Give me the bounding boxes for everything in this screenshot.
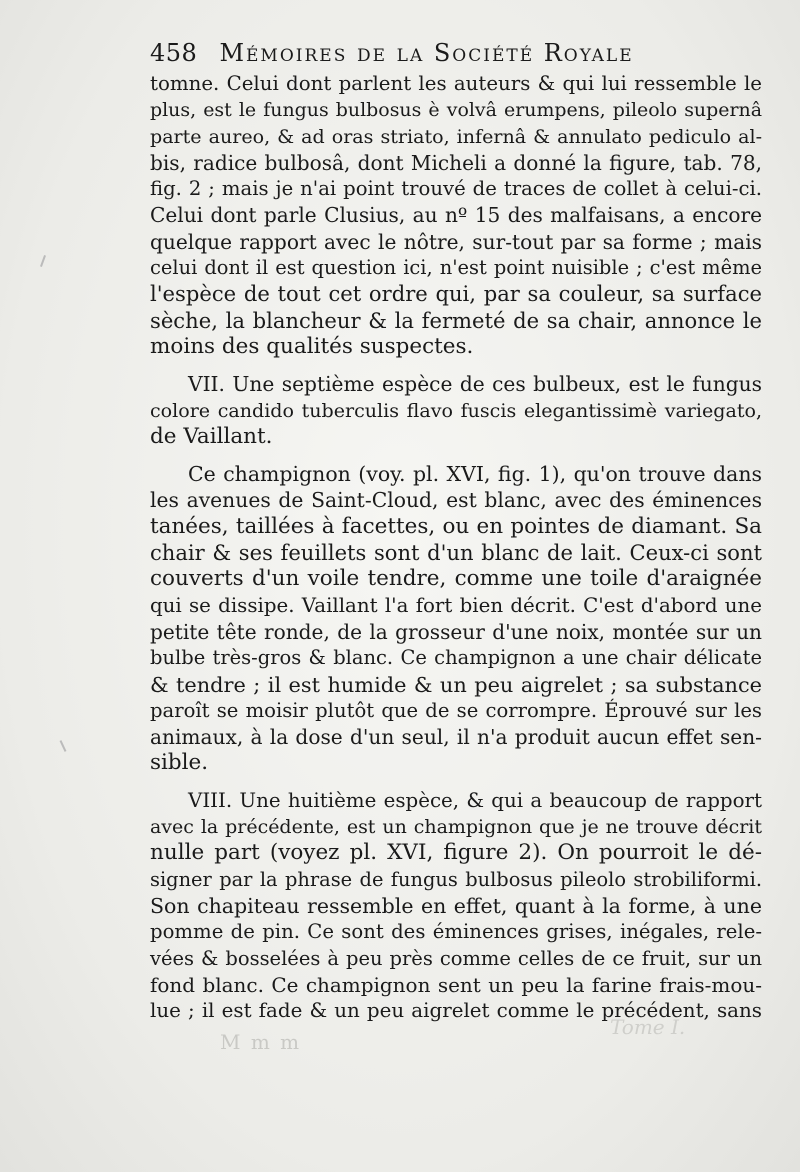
running-title: Mémoires de la Société Royale (219, 39, 634, 67)
text-line: signer par la phrase de fungus bulbosus pileolo strobiliformi. (150, 867, 762, 891)
text-line: avec la précédente, est un champignon que je ne trouve décrit (150, 816, 762, 839)
text-line: pomme de pin. Ce sont des éminences grises, inégales, rele- (150, 920, 762, 944)
paragraph-description-vii (150, 461, 762, 777)
page-body (150, 71, 762, 1035)
text-line: Son chapiteau ressemble en effet, quant à la forme, à une (150, 893, 762, 918)
signature-mark: M m m (220, 1030, 302, 1054)
paragraph-species-viii (150, 788, 762, 1025)
text-line: paroît se moisir plutôt que de se corrompre. Éprouvé sur les (150, 698, 762, 722)
show-through-text: Tome I. (610, 1015, 686, 1039)
text-line: parte aureo, & ad oras striato, infernâ & annulato pediculo al- (150, 125, 762, 148)
text-line: de Vaillant. (150, 423, 273, 449)
text-line: plus, est le fungus bulbosus è volvâ erumpens, pileolo supernâ (150, 99, 762, 122)
text-line: nulle part (voyez pl. XVI, figure 2). On pourroit le dé- (150, 840, 762, 866)
text-line: fig. 2 ; mais je n'ai point trouvé de traces de collet à celui-ci. (150, 177, 762, 201)
page-number: 458 (150, 39, 198, 67)
text-line: colore candido tuberculis flavo fuscis elegantissimè variegato, (150, 399, 762, 422)
text-line: sèche, la blancheur & la fermeté de sa chair, annonce le (150, 307, 762, 333)
text-line: & tendre ; il est humide & un peu aigrelet ; sa substance (150, 672, 762, 697)
text-line: couverts d'un voile tendre, comme une toile d'araignée (150, 566, 762, 592)
text-line: tanées, taillées à facettes, ou en pointes de diamant. Sa (150, 513, 762, 539)
text-line: quelque rapport avec le nôtre, sur-tout par sa forme ; mais (150, 229, 762, 254)
text-line: VIII. Une huitième espèce, & qui a beaucoup de rapport (188, 788, 762, 812)
text-line: Ce champignon (voy. pl. XVI, fig. 1), qu'on trouve dans (188, 462, 762, 487)
text-line: moins des qualités suspectes. (150, 333, 474, 359)
text-line: sible. (150, 750, 209, 776)
text-line: les avenues de Saint-Cloud, est blanc, avec des éminences (150, 488, 762, 513)
running-header (150, 38, 760, 68)
text-line: animaux, à la dose d'un seul, il n'a produit aucun effet sen- (150, 725, 762, 750)
text-line: fond blanc. Ce champignon sent un peu la farine frais-mou- (150, 972, 762, 997)
text-line: celui dont il est question ici, n'est point nuisible ; c'est même (150, 256, 762, 280)
text-line: vées & bosselées à peu près comme celles de ce fruit, sur un (150, 946, 762, 970)
text-line: petite tête ronde, de la grosseur d'une noix, montée sur un (150, 619, 762, 644)
text-line: tomne. Celui dont parlent les auteurs & qui lui ressemble le (150, 72, 762, 95)
text-line: chair & ses feuillets sont d'un blanc de lait. Ceux-ci sont (150, 540, 762, 566)
text-line: VII. Une septième espèce de ces bulbeux, est le fungus (188, 372, 762, 397)
paragraph-species-vii (150, 371, 762, 450)
text-line: Celui dont parle Clusius, au nº 15 des malfaisans, a encore (150, 203, 762, 228)
text-line: bulbe très-gros & blanc. Ce champignon a une chair délicate (150, 646, 762, 670)
paper-speck (60, 740, 67, 752)
text-line: lue ; il est fade & un peu aigrelet comme le précédent, sans (150, 999, 762, 1023)
paper-speck (40, 255, 46, 267)
text-line: l'espèce de tout cet ordre qui, par sa couleur, sa surface (150, 281, 762, 307)
text-line: bis, radice bulbosâ, dont Micheli a donné la figure, tab. 78, (150, 150, 762, 175)
text-line: qui se dissipe. Vaillant l'a fort bien décrit. C'est d'abord une (150, 593, 762, 617)
paragraph-continuation (150, 71, 762, 360)
